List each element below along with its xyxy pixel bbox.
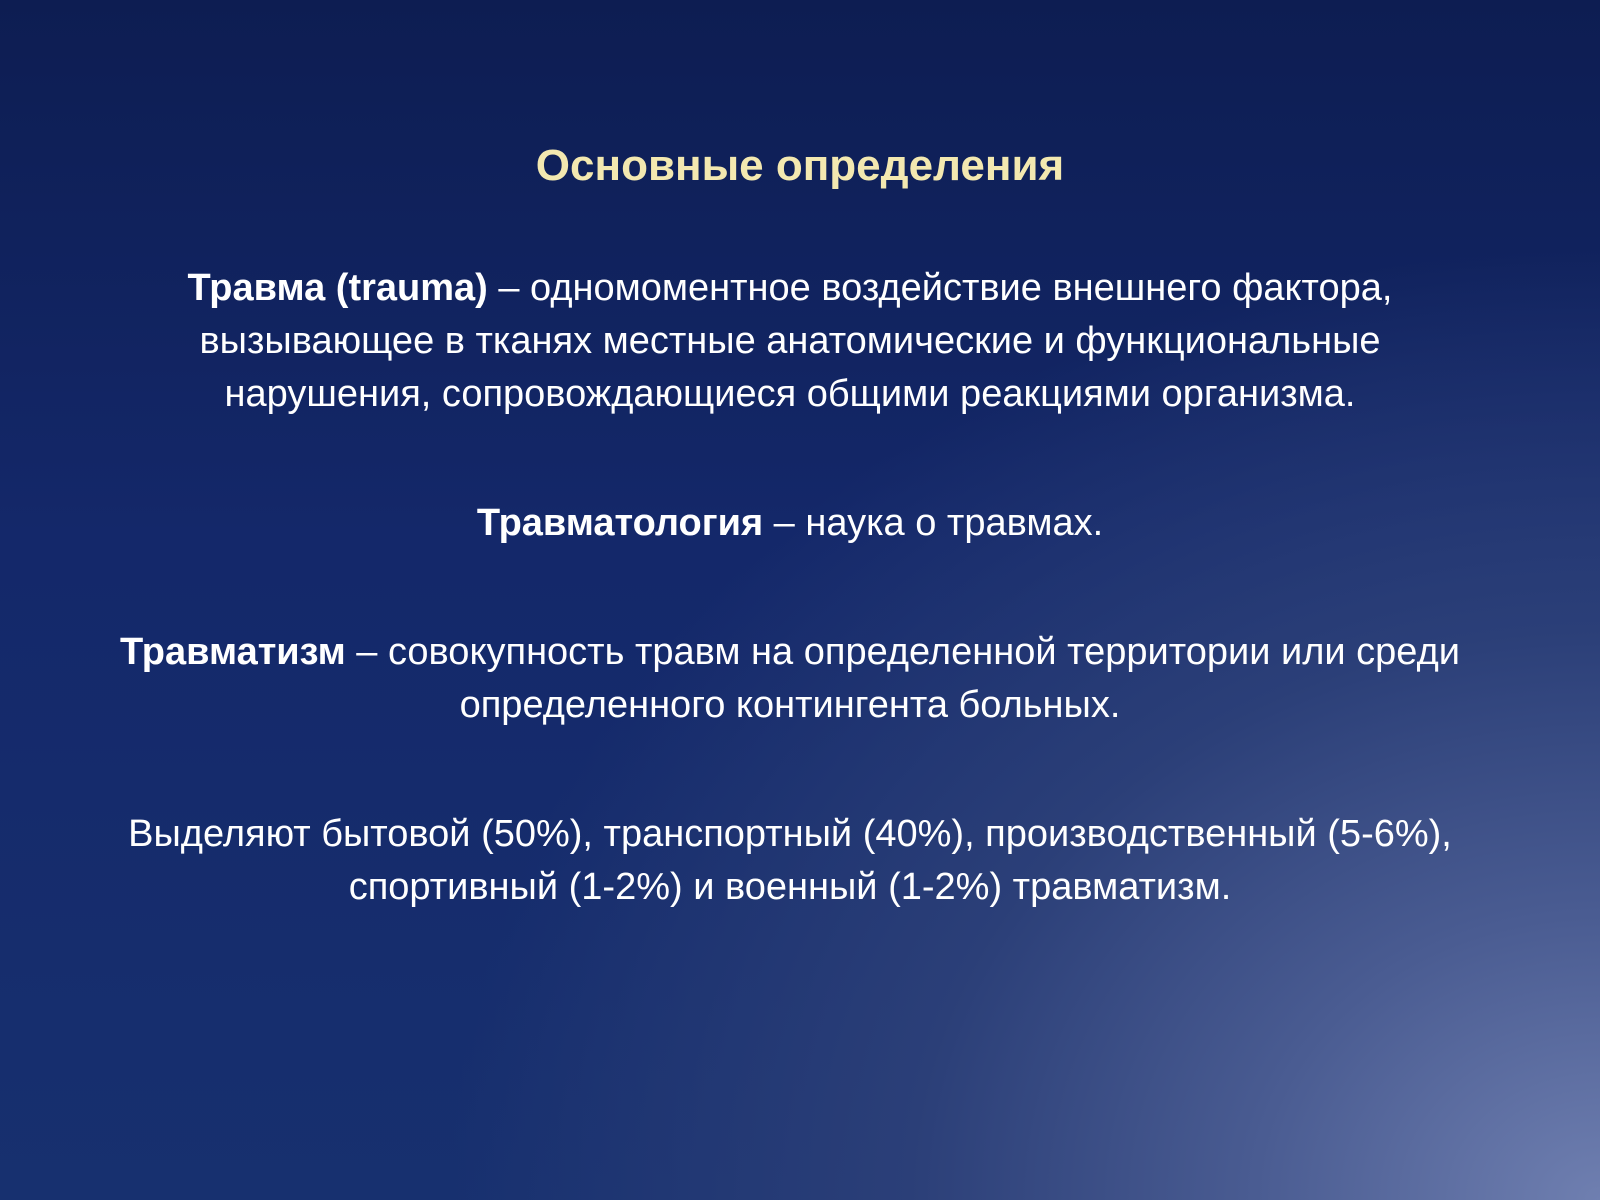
term-traumatism: Травматизм bbox=[119, 631, 346, 673]
definition-trauma-text: – одномоментное воздействие внешнего фактора, вызывающее в тканях местные анатомические и функциональные нарушения, сопровождающиеся общими реакциями организма. bbox=[199, 267, 1393, 415]
slide-title: Основные определения bbox=[535, 141, 1065, 190]
definition-traumatism bbox=[110, 626, 1470, 732]
definition-traumatology bbox=[110, 497, 1470, 550]
definition-traumatology-text: – наука о травмах. bbox=[763, 502, 1104, 544]
definition-trauma bbox=[110, 262, 1470, 421]
term-trauma: Травма (trauma) bbox=[187, 267, 488, 309]
definition-traumatism-text: – совокупность травм на определенной территории или среди определенного контингента больных. bbox=[345, 631, 1460, 726]
traumatism-types-paragraph: Выделяют бытовой (50%), транспортный (40%), производственный (5-6%), спортивный (1-2%) и военный (1-2%) травматизм. bbox=[128, 813, 1452, 908]
term-traumatology: Травматология bbox=[476, 502, 764, 544]
